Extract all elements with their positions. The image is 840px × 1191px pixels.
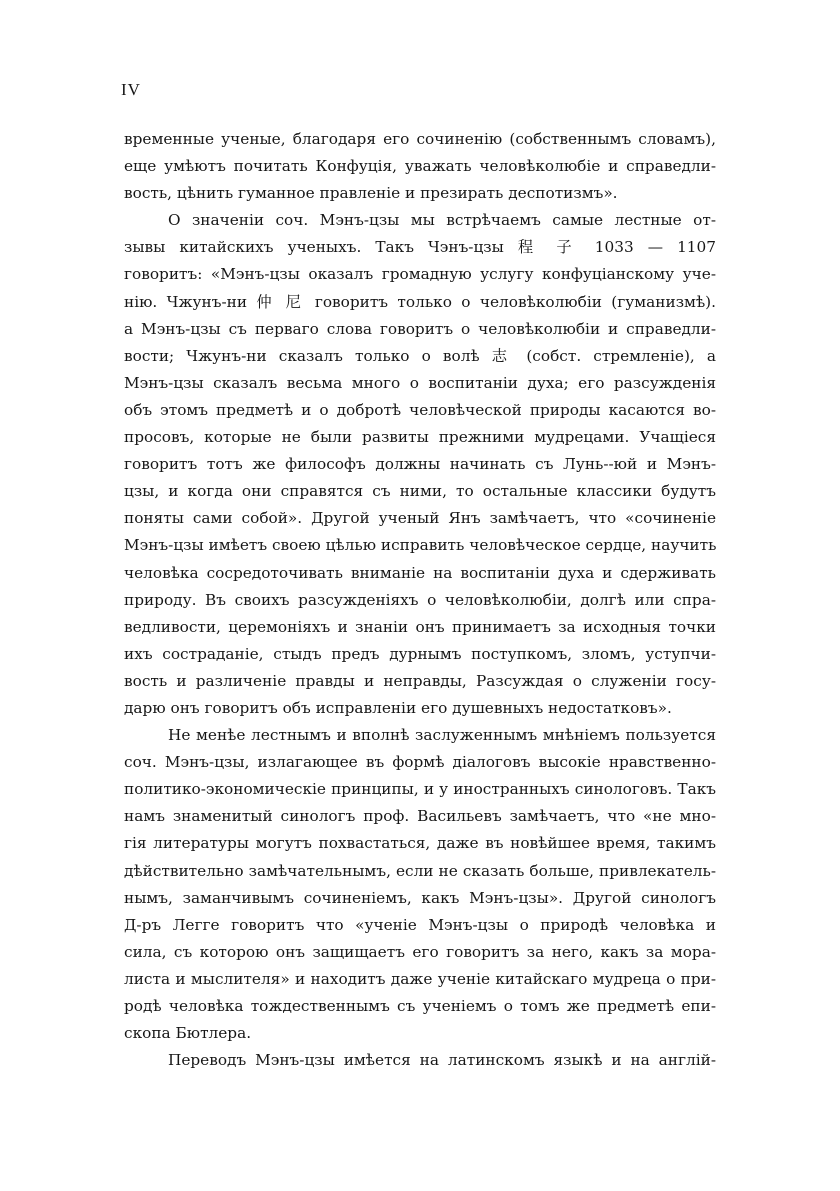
text-line: говоритъ: «Мэнъ-цзы оказалъ громадную услугу конфуціанскому уче- xyxy=(124,265,716,284)
text-line: вости; Чжунъ-ни сказалъ только о волѣ 志 (собст. стремленіе), а xyxy=(124,346,716,365)
paragraph xyxy=(124,126,716,207)
text-line: соч. Мэнъ-цзы, излагающее въ формѣ діалоговъ высокіе нравственно- xyxy=(124,753,716,772)
text-line: нію. Чжунъ-ни 仲 尼 говоритъ только о человѣколюбіи (гуманизмѣ). xyxy=(124,292,716,311)
text-line: вость, цѣнить гуманное правленіе и презирать деспотизмъ». xyxy=(124,184,618,203)
text-line: Переводъ Мэнъ-цзы имѣется на латинскомъ языкѣ и на англій- xyxy=(168,1051,716,1070)
text-line: Не менѣе лестнымъ и вполнѣ заслуженнымъ мнѣніемъ пользуется xyxy=(168,726,716,745)
text-line: намъ знаменитый синологъ проф. Васильевъ замѣчаетъ, что «не мно- xyxy=(124,807,716,826)
paragraph xyxy=(124,207,716,722)
text-line: а Мэнъ-цзы съ перваго слова говоритъ о человѣколюбіи и справедли- xyxy=(124,319,716,338)
text-line: ведливости, церемоніяхъ и знаніи онъ принимаетъ за исходныя точки xyxy=(124,617,716,636)
text-line: сила, съ которою онъ защищаетъ его говоритъ за него, какъ за мора- xyxy=(124,942,716,961)
text-line: листа и мыслителя» и находитъ даже ученіе китайскаго мудреца о при- xyxy=(124,969,716,988)
text-line: еще умѣютъ почитать Конфуція, уважать человѣколюбіе и справедли- xyxy=(124,157,716,176)
text-line: родѣ человѣка тождественнымъ съ ученіемъ о томъ же предметѣ епи- xyxy=(124,997,716,1015)
text-line: вость и различеніе правды и неправды, Разсуждая о служеніи госу- xyxy=(124,671,716,690)
text-line: Мэнъ-цзы имѣетъ своею цѣлью исправить человѣческое сердце, научить xyxy=(124,536,717,555)
text-line: временные ученые, благодаря его сочиненію (собственнымъ словамъ), xyxy=(124,130,716,148)
text-line: нымъ, заманчивымъ сочиненіемъ, какъ Мэнъ-цзы». Другой синологъ xyxy=(124,888,716,907)
text-line: гія литературы могутъ похвастаться, даже въ новѣйшее время, такимъ xyxy=(124,834,716,853)
text-line: ихъ состраданіе, стыдъ предъ дурнымъ поступкомъ, зломъ, уступчи- xyxy=(124,644,716,663)
text-line: Д-ръ Легге говоритъ что «ученіе Мэнъ-цзы о природѣ человѣка и xyxy=(124,915,716,934)
text-line: говоритъ тотъ же философъ должны начинать съ Лунь--юй и Мэнъ- xyxy=(124,455,716,474)
page-number: IV xyxy=(121,80,141,99)
text-line: дѣйствительно замѣчательнымъ, если не сказать больше, привлекатель- xyxy=(124,861,716,880)
text-line: О значеніи соч. Мэнъ-цзы мы встрѣчаемъ самые лестные от- xyxy=(168,211,716,230)
text-line: Мэнъ-цзы сказалъ весьма много о воспитаніи духа; его разсужденія xyxy=(124,373,716,392)
text-line: просовъ, которые не были развиты прежними мудрецами. Учащіеся xyxy=(124,428,716,447)
text-line: дарю онъ говоритъ объ исправленіи его душевныхъ недостатковъ». xyxy=(124,698,672,717)
body-text xyxy=(124,126,716,1074)
text-line: политико-экономическіе принципы, и у иностранныхъ синологовъ. Такъ xyxy=(124,780,716,799)
text-line: объ этомъ предметѣ и о добротѣ человѣческой природы касаются во- xyxy=(124,400,716,419)
text-line: поняты сами собой». Другой ученый Янъ замѣчаетъ, что «сочиненіе xyxy=(124,509,716,528)
text-line: цзы, и когда они справятся съ ними, то остальные классики будутъ xyxy=(124,482,716,501)
paragraph xyxy=(124,722,716,1047)
text-line: зывы китайскихъ ученыхъ. Такъ Чэнъ-цзы 程 子 1033 — 1107 xyxy=(124,238,716,257)
text-line: природу. Въ своихъ разсужденіяхъ о человѣколюбіи, долгѣ или спра- xyxy=(124,590,716,609)
text-line: человѣка сосредоточивать вниманіе на воспитаніи духа и сдерживать xyxy=(124,563,716,582)
text-line: скопа Бютлера. xyxy=(124,1024,252,1043)
paragraph xyxy=(124,1047,716,1074)
